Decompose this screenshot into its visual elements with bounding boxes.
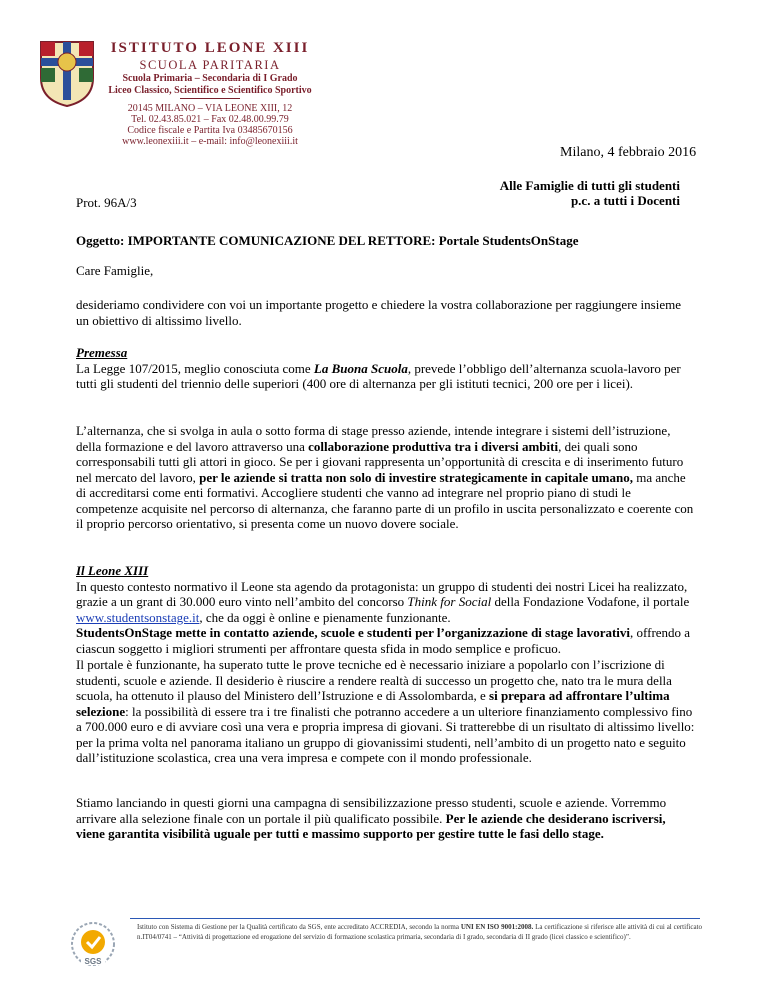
alternanza-text: L’alternanza, che si svolga in aula o sotto forma di stage presso aziende, intende integrare i sistemi dell’istruzione, della formazione e del lavoro attraverso una collaborazione produttiva tra i diversi ambiti, dei quali sono corresponsabili tutti gli attori in gioco. Se per i giovani rappresenta un’opportunità di crescita e di inserimento futuro nel mercato del lavoro, per le aziende si tratta non solo di investire strategicamente in capitale umano, ma anche di accreditarsi come enti formativi. Accogliere studenti che vanno ad integrare nel proprio piano di studi le competenze acquisite nel percorso di alternanza, che faranno parte di un profilo in uscita personalizzato e coerente con il proprio percorso orientativo, si presenta come un nuovo dovere sociale. xyxy=(76,423,694,531)
school-levels-line-1: Scuola Primaria – Secondaria di I Grado xyxy=(122,73,298,84)
leone-heading: Il Leone XIII xyxy=(76,563,149,578)
buona-scuola-term: La Buona Scuola xyxy=(313,360,408,376)
school-address: 20145 MILANO – VIA LEONE XIII, 12 xyxy=(127,103,293,114)
leone-text: In questo contesto normativo il Leone sta agendo da protagonista: un gruppo di studenti dei nostri Licei ha realizzato, grazie a un grant di 30.000 euro vinto nell’ambito del concorso Think for Social della Fondazione Vodafone, il portale www.studentsonstage.it, che da oggi è online e pienamente funzionante. StudentsOnStage mette in contatto aziende, scuole e studenti per l’organizzazione di stage lavorativi, offrendo a ciascun soggetto i migliori strumenti per affrontare questa sfida in modo semplice e proficuo. xyxy=(76,578,691,656)
school-levels xyxy=(105,73,315,97)
alternanza-paragraph xyxy=(76,423,696,532)
greeting: Care Famiglie, xyxy=(76,263,154,278)
intro-text: desideriamo condividere con voi un importante progetto e chiedere la vostra collaborazione per raggiungere insieme un obiettivo di altissimo livello. xyxy=(76,297,681,328)
header-divider xyxy=(180,98,240,99)
studentsonstage-link[interactable]: www.studentsonstage.it xyxy=(76,609,200,625)
recipients xyxy=(490,178,680,208)
school-levels-line-2: Liceo Classico, Scientifico e Scientifico Sportivo xyxy=(108,85,312,96)
recipient-families: Alle Famiglie di tutti gli studenti xyxy=(499,178,680,193)
premessa-text: La Legge 107/2015, meglio conosciuta come La Buona Scuola, prevede l’obbligo dell’alternanza scuola-lavoro per tutti gli studenti del triennio delle superiori (400 ore di alternanza per gli istituti tecnici, 200 ore per i licei). xyxy=(76,360,681,391)
school-name: ISTITUTO LEONE XIII xyxy=(110,40,310,56)
campaign-text: Stiamo lanciando in questi giorni una campagna di sensibilizzazione presso studenti, scuole e aziende. Vorremmo arrivare alla selezione finale con un portale il più qualificato possibile. Per le aziende che desiderano iscriversi, viene garantita visibilità uguale per tutti e massimo supporto per gestire tutte le fasi dello stage. xyxy=(76,795,667,841)
certification-note: Istituto con Sistema di Gestione per la Qualità certificato da SGS, ente accreditato ACCREDIA, secondo la norma UNI EN ISO 9001:2008. La certificazione si riferisce alle attività di cui al certificato n.IT04/0741 – “Attività di progettazione ed erogazione del servizio di formazione scolastica primaria, secondaria di I grado, secondaria di II grado (licei classico e scientifico)”. xyxy=(137,923,703,941)
intro-paragraph xyxy=(76,297,696,328)
letter-subject: Oggetto: IMPORTANTE COMUNICAZIONE DEL RETTORE: Portale StudentsOnStage xyxy=(76,233,579,248)
protocol-number: Prot. 96A/3 xyxy=(76,195,137,210)
sgs-label: SGS xyxy=(84,957,102,966)
school-tax-id: Codice fiscale e Partita Iva 03485670156 xyxy=(127,125,293,136)
letter-date: Milano, 4 febbraio 2016 xyxy=(560,145,697,160)
leone-section xyxy=(76,563,696,656)
premessa-section xyxy=(76,345,696,392)
footer-divider xyxy=(130,918,700,919)
portal-paragraph xyxy=(76,657,696,766)
portal-text: Il portale è funzionante, ha superato tutte le prove tecniche ed è necessario iniziare a popolarlo con l’iscrizione di studenti, scuole e aziende. Il desiderio è riuscire a rendere realtà di successo un progetto che, nato tra le mura della scuola, ha ottenuto il plauso del Ministero dell’Istruzione e di Assolombarda, e si prepara ad affrontare l’ultima selezione: la possibilità di essere tra i tre finalisti che potranno accedere a un ulteriore finanziamento complessivo fino a 700.000 euro e di avviare così una vera e propria impresa di giovani. Si tratterebbe di un risultato di altissimo livello: per la prima volta nel panorama italiano un gruppo di giovanissimi studenti, nell’ambito di un progetto nato e seguito dall’istituzione scolastica, crea una vera impresa e compete con il mondo professionale. xyxy=(76,657,695,765)
sgs-certification-icon xyxy=(68,920,118,970)
school-web-email: www.leonexiii.it – e-mail: info@leonexiii.it xyxy=(122,136,298,147)
school-type: SCUOLA PARITARIA xyxy=(139,58,281,72)
school-contacts xyxy=(95,103,325,147)
premessa-heading: Premessa xyxy=(76,345,128,360)
campaign-paragraph xyxy=(76,795,696,842)
school-phone: Tel. 02.43.85.021 – Fax 02.48.00.99.79 xyxy=(131,114,289,125)
school-crest-logo xyxy=(37,38,97,108)
recipient-teachers: p.c. a tutti i Docenti xyxy=(570,193,680,208)
